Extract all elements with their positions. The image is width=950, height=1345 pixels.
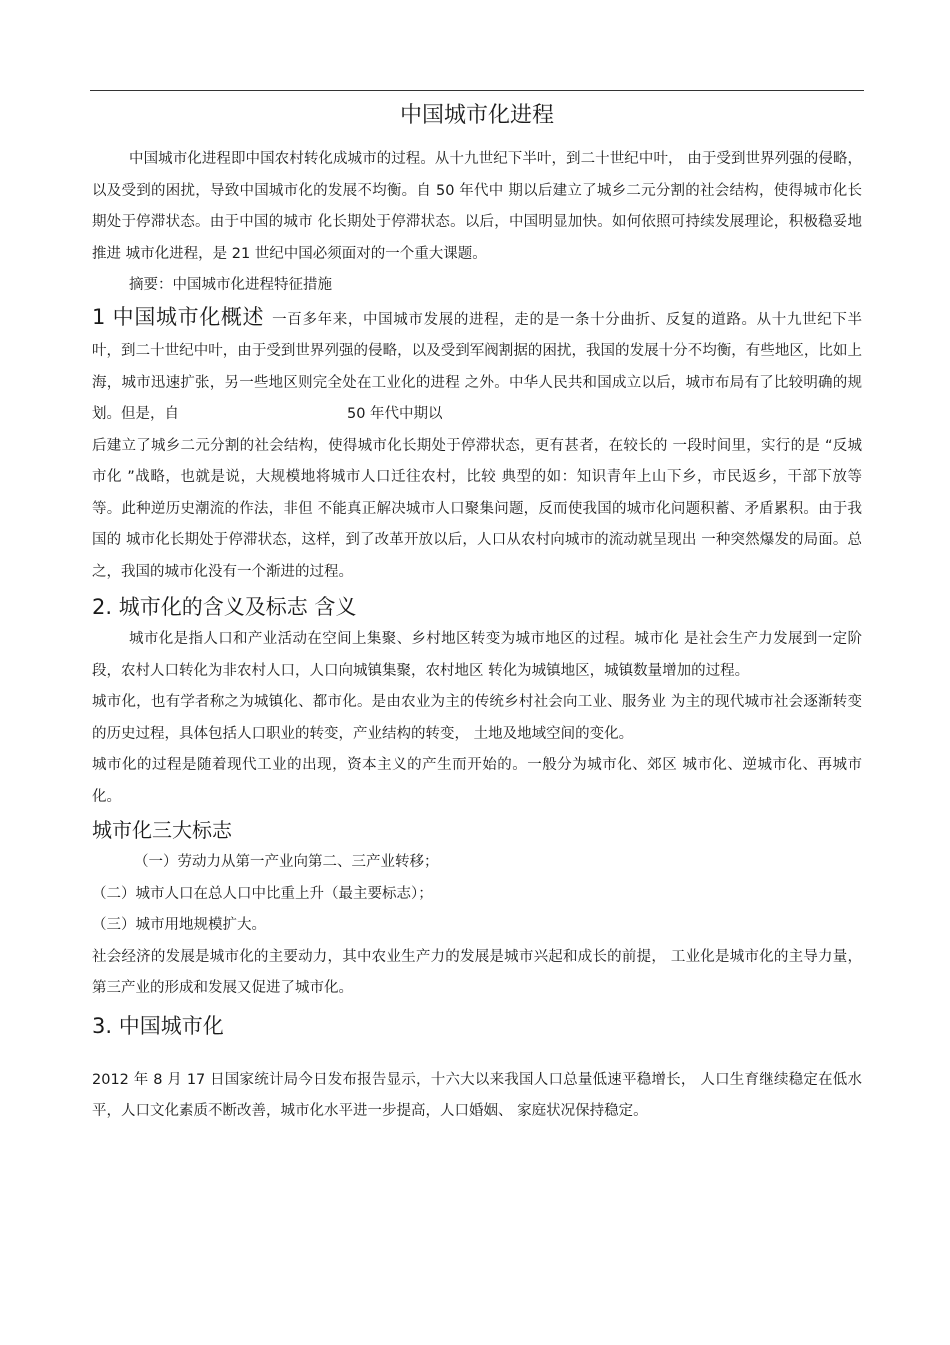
header-rule	[90, 90, 864, 91]
marks-item-1: （一）劳动力从第一产业向第二、三产业转移；	[134, 854, 439, 870]
section-1	[92, 302, 862, 431]
urbanization-marks-heading: 城市化三大标志	[92, 818, 232, 842]
section-2-paragraph-3: 城市化的过程是随着现代工业的出现，资本主义的产生而开始的。一般分为城市化、郊区 城市化、逆城市化、再城市化。	[92, 757, 862, 805]
section-2-paragraph-1: 城市化是指人口和产业活动在空间上集聚、乡村地区转变为城市地区的过程。城市化 是社会生产力发展到一定阶段，农村人口转化为非农村人口，人口向城镇集聚，农村地区 转化为城镇地区，城镇数量增加的过程。	[92, 631, 862, 679]
section-2-heading: 2. 城市化的含义及标志 含义	[92, 595, 357, 619]
section-3-heading: 3. 中国城市化	[92, 1013, 224, 1038]
section-2-paragraph-2: 城市化，也有学者称之为城镇化、都市化。是由农业为主的传统乡村社会向工业、服务业 为主的现代城市社会逐渐转变的历史过程，具体包括人口职业的转变，产业结构的转变， 土地及地域空间的变化。	[92, 694, 862, 742]
intro-paragraph: 中国城市化进程即中国农村转化成城市的过程。从十九世纪下半叶，到二十世纪中叶， 由于受到世界列强的侵略，以及受到的困扰，导致中国城市化的发展不均衡。自 50 年代中 期以后建立了城乡二元分割的社会结构，使得城市化长期处于停滞状态。由于中国的城市 化长期处于停滞状态。以后，中国明显加快。如何依照可持续发展理论，积极稳妥地推进 城市化进程，是 21 世纪中国必须面对的一个重大课题。	[92, 151, 862, 262]
section-1-text-b: 50 年代中期以	[347, 406, 443, 422]
section-2-paragraph-4: 社会经济的发展是城市化的主要动力，其中农业生产力的发展是城市兴起和成长的前提， 工业化是城市化的主导力量，第三产业的形成和发展又促进了城市化。	[92, 948, 862, 996]
section-3-paragraph-1: 2012 年 8 月 17 日国家统计局今日发布报告显示，十六大以来我国人口总量低速平稳增长， 人口生育继续稳定在低水平，人口文化素质不断改善，城市化水平进一步提高，人口婚姻、 家庭状况保持稳定。	[92, 1071, 862, 1119]
marks-item-3: （三）城市用地规模扩大。	[92, 917, 266, 933]
section-1-text-a: 一百多年来，中国城市发展的进程，走的是一条十分曲折、反复的道路。从十九世纪下半 叶，到二十世纪中叶，由于受到世界列强的侵略，以及受到军阀割据的困扰，我国的发展十分不均衡，有些地区，比如上海，城市迅速扩张，另一些地区则完全处在工业化的进程 之外。中华人民共和国成立以后，城市布局有了比较明确的规划。但是，自	[92, 311, 862, 422]
section-1-heading: 1 中国城市化概述	[92, 304, 265, 329]
abstract-line: 摘要：中国城市化进程特征措施	[129, 277, 332, 293]
document-title: 中国城市化进程	[399, 103, 554, 128]
spacer	[92, 1043, 862, 1065]
document-page	[92, 98, 862, 1128]
section-1-text-c: 后建立了城乡二元分割的社会结构，使得城市化长期处于停滞状态，更有甚者，在较长的 一段时间里，实行的是 “反城市化 ”战略，也就是说，大规模地将城市人口迁往农村，比较 典型的如：知识青年上山下乡，市民返乡，干部下放等等。此种逆历史潮流的作法，非但 不能真正解决城市人口聚集问题，反而使我国的城市化问题积蓄、矛盾累积。由于我国的 城市化长期处于停滞状态，这样，到了改革开放以后，人口从农村向城市的流动就呈现出 一种突然爆发的局面。总之，我国的城市化没有一个渐进的过程。	[92, 437, 862, 580]
marks-item-2: （二）城市人口在总人口中比重上升（最主要标志）；	[92, 885, 433, 902]
